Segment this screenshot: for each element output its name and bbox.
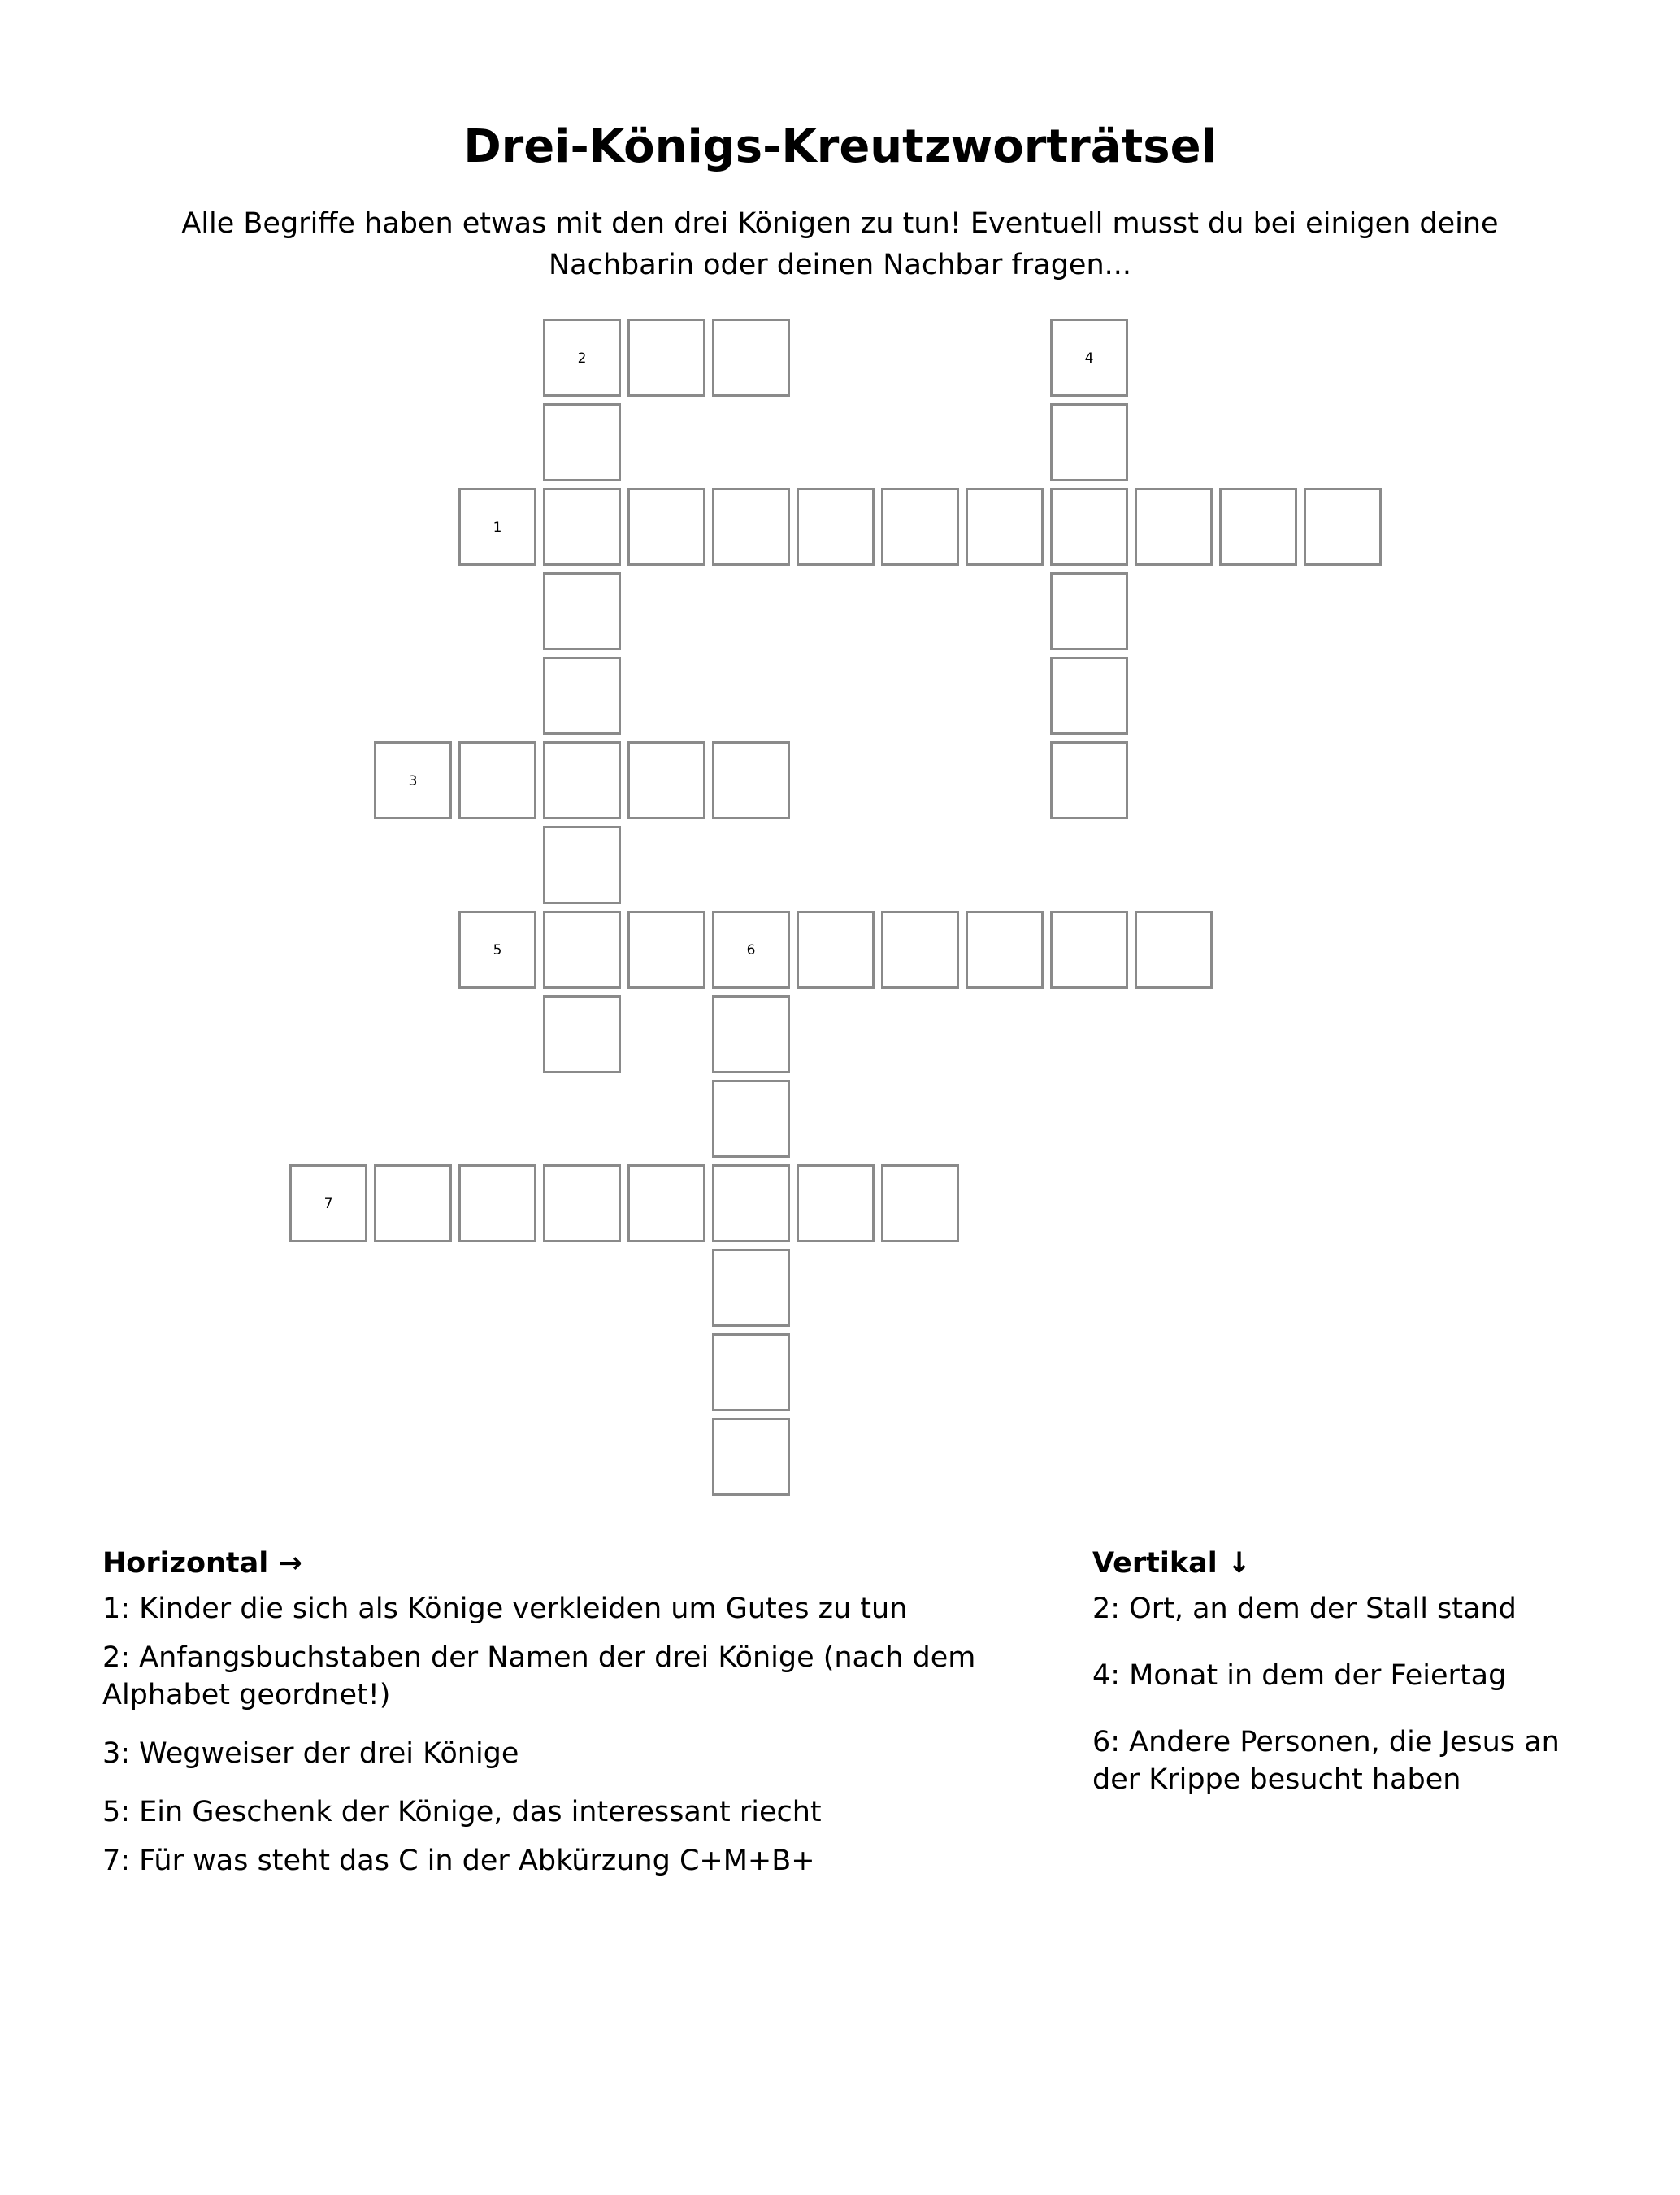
grid-cell[interactable] <box>458 488 536 566</box>
grid-cell[interactable] <box>458 911 536 989</box>
grid-cell[interactable] <box>1135 488 1213 566</box>
grid-cell[interactable] <box>712 995 790 1073</box>
clue-horizontal-2: 2: Anfangsbuchstaben der Namen der drei Könige (nach dem Alphabet geordnet!) <box>102 1641 976 1711</box>
grid-cell[interactable] <box>712 488 790 566</box>
grid-cell[interactable] <box>881 488 959 566</box>
grid-cell[interactable] <box>1135 911 1213 989</box>
grid-cell[interactable] <box>1050 488 1128 566</box>
grid-cell[interactable] <box>543 488 621 566</box>
grid-cell[interactable] <box>797 911 875 989</box>
grid-cell[interactable] <box>458 1164 536 1242</box>
clue-horizontal-7: 7: Für was steht das C in der Abkürzung C+M+B+ <box>102 1845 815 1877</box>
clue-number: 1 <box>493 519 502 536</box>
clue-number: 3 <box>408 773 418 789</box>
grid-cell[interactable] <box>543 572 621 650</box>
grid-cell[interactable] <box>966 488 1044 566</box>
clue-horizontal-5: 5: Ein Geschenk der Könige, das interessant riecht <box>102 1796 822 1828</box>
clue-number: 6 <box>746 942 756 958</box>
grid-cell[interactable] <box>374 741 452 819</box>
clue-number: 4 <box>1084 350 1094 367</box>
grid-cell[interactable] <box>712 741 790 819</box>
clue-vertical-2: 2: Ort, an dem der Stall stand <box>1092 1593 1517 1625</box>
clue-horizontal-1: 1: Kinder die sich als Könige verkleiden um Gutes zu tun <box>102 1593 908 1625</box>
grid-cell[interactable] <box>627 741 705 819</box>
page-title: Drei-Königs-Kreutzworträtsel <box>463 120 1217 173</box>
grid-cell[interactable] <box>712 1080 790 1158</box>
grid-cell[interactable] <box>797 1164 875 1242</box>
grid-cell[interactable] <box>543 995 621 1073</box>
grid-cell[interactable] <box>543 1164 621 1242</box>
grid-cell[interactable] <box>1050 403 1128 481</box>
clue-number: 5 <box>493 942 502 958</box>
grid-cell[interactable] <box>881 1164 959 1242</box>
grid-cell[interactable] <box>627 488 705 566</box>
grid-cell[interactable] <box>543 911 621 989</box>
intro-text: Alle Begriffe haben etwas mit den drei Königen zu tun! Eventuell musst du bei einigen deine Nachbarin oder deinen Nachbar fragen... <box>181 207 1499 281</box>
grid-cell[interactable] <box>712 911 790 989</box>
grid-cell[interactable] <box>543 319 621 397</box>
grid-cell[interactable] <box>1050 741 1128 819</box>
vertical-clues <box>1092 1545 1596 1810</box>
grid-cell[interactable] <box>627 319 705 397</box>
grid-cell[interactable] <box>712 1164 790 1242</box>
grid-cell[interactable] <box>1219 488 1297 566</box>
grid-cell[interactable] <box>374 1164 452 1242</box>
clue-vertical-6: 6: Andere Personen, die Jesus an der Krippe besucht haben <box>1092 1726 1560 1796</box>
grid-cell[interactable] <box>458 741 536 819</box>
grid-cell[interactable] <box>543 741 621 819</box>
grid-cell[interactable] <box>966 911 1044 989</box>
horizontal-clues <box>102 1545 1021 1891</box>
grid-cell[interactable] <box>543 657 621 735</box>
grid-cell[interactable] <box>797 488 875 566</box>
grid-cell[interactable] <box>712 1333 790 1411</box>
grid-cell[interactable] <box>881 911 959 989</box>
grid-cell[interactable] <box>1304 488 1382 566</box>
grid-cell[interactable] <box>627 1164 705 1242</box>
grid-cell[interactable] <box>1050 572 1128 650</box>
horizontal-heading: Horizontal → <box>102 1547 302 1580</box>
clue-vertical-4: 4: Monat in dem der Feiertag <box>1092 1659 1507 1692</box>
clue-number: 2 <box>577 350 587 367</box>
grid-cell[interactable] <box>289 1164 367 1242</box>
grid-cell[interactable] <box>543 826 621 904</box>
grid-cell[interactable] <box>712 1249 790 1327</box>
grid-cell[interactable] <box>627 911 705 989</box>
vertical-heading: Vertikal ↓ <box>1092 1547 1252 1580</box>
grid-cell[interactable] <box>1050 319 1128 397</box>
clue-horizontal-3: 3: Wegweiser der drei Könige <box>102 1737 519 1770</box>
grid-cell[interactable] <box>712 1418 790 1496</box>
grid-cell[interactable] <box>1050 657 1128 735</box>
grid-cell[interactable] <box>712 319 790 397</box>
clue-number: 7 <box>323 1196 333 1212</box>
grid-cell[interactable] <box>1050 911 1128 989</box>
grid-cell[interactable] <box>543 403 621 481</box>
